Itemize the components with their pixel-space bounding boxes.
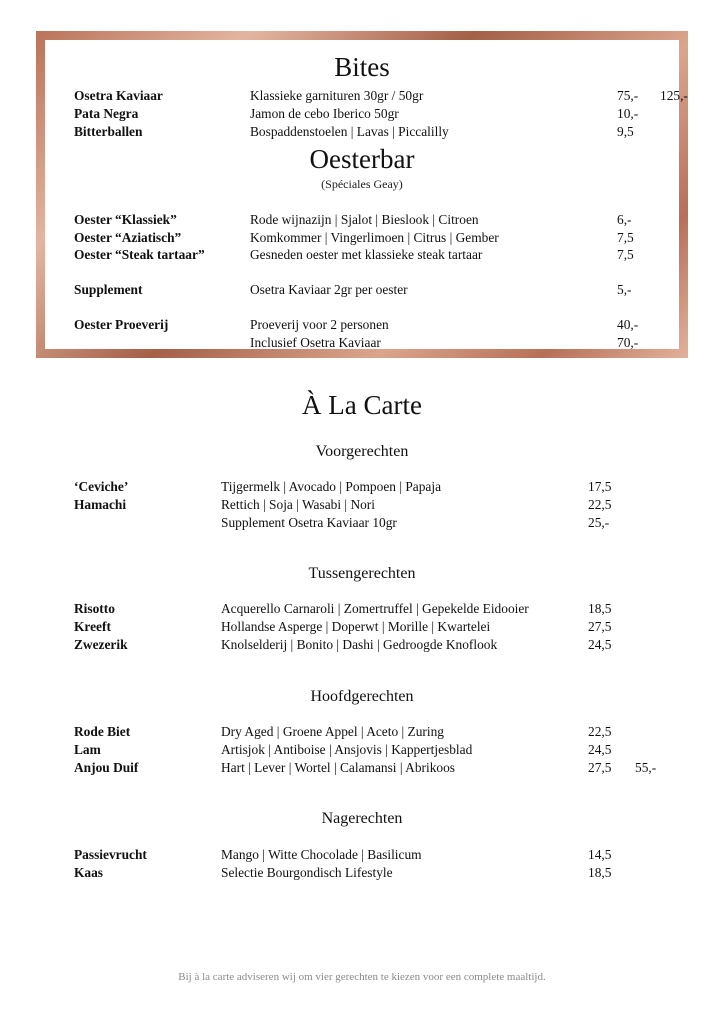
alacarte-title: À La Carte [302,390,422,420]
voorgerechten-heading: Voorgerechten [315,443,409,460]
dish-price: 18,5 [588,601,612,616]
dish-name: Oester “Klassiek” [74,212,177,227]
dish-description: Komkommer | Vingerlimoen | Citrus | Gember [250,230,499,245]
menu-row [74,846,674,864]
menu-row [74,229,674,247]
dish-name: Osetra Kaviaar [74,88,163,103]
menu-row [74,105,674,123]
menu-row [74,723,674,741]
dish-price: 75,- [617,88,639,103]
dish-description: Tijgermelk | Avocado | Pompoen | Papaja [221,479,442,494]
dish-name: Risotto [74,601,115,616]
dish-price: 6,- [617,212,632,227]
dish-price-large: 125,- [660,88,688,103]
dish-price: 25,- [588,515,610,530]
dish-description: Rode wijnazijn | Sjalot | Bieslook | Citroen [250,212,479,227]
dish-description: Jamon de cebo Iberico 50gr [250,106,399,121]
dish-price: 7,5 [617,247,634,262]
footer-note: Bij à la carte adviseren wij om vier gerechten te kiezen voor een complete maaltijd. [178,971,546,983]
menu-row [74,281,674,299]
dish-price-large: 55,- [635,760,657,775]
menu-row [74,600,674,618]
dish-price: 7,5 [617,230,634,245]
hoofdgerechten-heading: Hoofdgerechten [310,688,414,705]
dish-description: Supplement Osetra Kaviaar 10gr [221,515,397,530]
menu-row [74,496,674,514]
menu-row [74,618,674,636]
oesterbar-subtitle: (Spéciales Geay) [321,177,403,191]
menu-row [74,211,674,229]
dish-name: Lam [74,742,101,757]
dish-name: Rode Biet [74,724,131,739]
dish-name: Oester “Steak tartaar” [74,247,205,262]
menu-row [74,478,674,496]
dish-price: 22,5 [588,724,612,739]
menu-row [74,334,674,352]
dish-description: Rettich | Soja | Wasabi | Nori [221,497,375,512]
dish-description: Selectie Bourgondisch Lifestyle [221,865,393,880]
dish-description: Artisjok | Antiboise | Ansjovis | Kappertjesblad [221,742,473,757]
nagerechten-heading: Nagerechten [321,810,403,827]
dish-name: Zwezerik [74,637,128,652]
menu-row [74,636,674,654]
menu-row [74,246,674,264]
dish-price: 14,5 [588,847,612,862]
dish-description: Klassieke garnituren 30gr / 50gr [250,88,424,103]
dish-name: Hamachi [74,497,127,512]
menu-row [74,864,674,882]
dish-price: 10,- [617,106,639,121]
dish-name: Oester Proeverij [74,317,169,332]
dish-description: Acquerello Carnaroli | Zomertruffel | Gepekelde Eidooier [221,601,529,616]
dish-name: Pata Negra [74,106,139,121]
dish-description: Hart | Lever | Wortel | Calamansi | Abrikoos [221,760,456,775]
dish-price: 24,5 [588,742,612,757]
dish-name: Kreeft [74,619,111,634]
frame-inner [45,40,688,350]
bites-title: Bites [334,52,390,82]
bites-oesterbar-frame [36,31,688,358]
dish-price: 5,- [617,282,632,297]
menu-row [74,316,674,334]
dish-price: 24,5 [588,637,612,652]
dish-name: Anjou Duif [74,760,139,775]
dish-description: Knolselderij | Bonito | Dashi | Gedroogde Knoflook [221,637,498,652]
dish-price: 18,5 [588,865,612,880]
dish-price: 27,5 [588,760,612,775]
dish-price: 70,- [617,335,639,350]
dish-description: Gesneden oester met klassieke steak tartaar [250,247,483,262]
dish-name: Passievrucht [74,847,147,862]
tussengerechten-heading: Tussengerechten [308,565,416,582]
dish-price: 27,5 [588,619,612,634]
dish-name: Supplement [74,282,143,297]
dish-price: 9,5 [617,124,634,139]
dish-description: Osetra Kaviaar 2gr per oester [250,282,408,297]
dish-name: ‘Ceviche’ [74,479,129,494]
menu-row [74,741,674,759]
dish-price: 22,5 [588,497,612,512]
dish-description: Dry Aged | Groene Appel | Aceto | Zuring [221,724,444,739]
oesterbar-title: Oesterbar [309,144,415,174]
menu-row [74,123,674,141]
dish-description: Hollandse Asperge | Doperwt | Morille | Kwartelei [221,619,491,634]
dish-description: Mango | Witte Chocolade | Basilicum [221,847,422,862]
menu-row [74,87,688,105]
dish-name: Oester “Aziatisch” [74,230,182,245]
menu-row [74,514,674,532]
menu-row [74,759,674,777]
dish-description: Bospaddenstoelen | Lavas | Piccalilly [250,124,449,139]
dish-description: Inclusief Osetra Kaviaar [250,335,381,350]
dish-price: 40,- [617,317,639,332]
dish-description: Proeverij voor 2 personen [250,317,389,332]
dish-name: Kaas [74,865,104,880]
dish-name: Bitterballen [74,124,143,139]
dish-price: 17,5 [588,479,612,494]
